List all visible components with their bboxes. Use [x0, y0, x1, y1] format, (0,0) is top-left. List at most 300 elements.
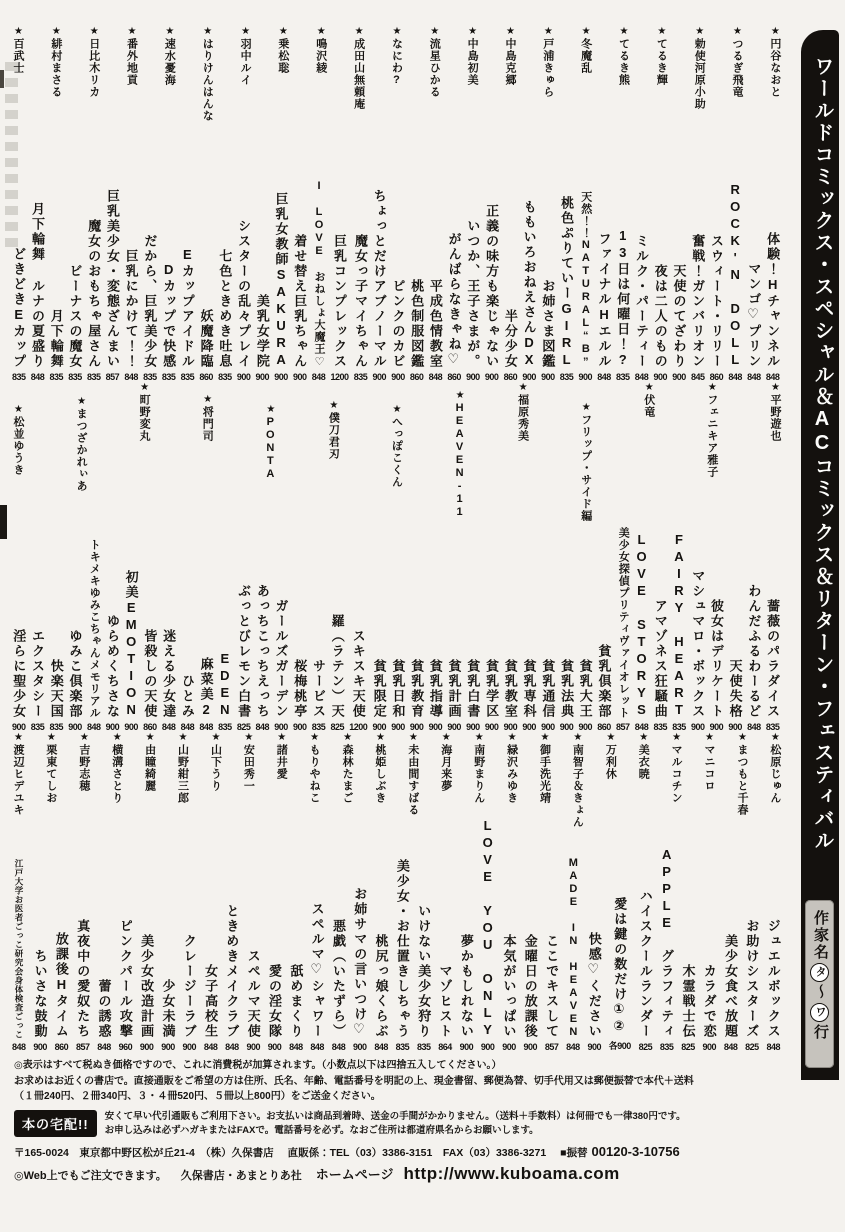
- book-title: 羅（ラテン）天: [329, 614, 345, 719]
- book-title: ぶっとびレモン白書: [236, 584, 252, 719]
- book-column: [183, 856, 197, 1052]
- book-column: [181, 522, 195, 732]
- book-price: 900: [466, 372, 480, 382]
- book-title: 麻菜美2: [198, 657, 214, 719]
- book-title: アマゾネス狂騒曲: [652, 599, 668, 719]
- book-column: [639, 856, 653, 1052]
- book-column: [396, 856, 410, 1052]
- author-name: [242, 732, 253, 792]
- book-title: いけない美少女狩り: [416, 904, 432, 1039]
- book-column: [237, 138, 251, 382]
- book-column: [766, 522, 780, 732]
- author-name-text: フリップ・サイド編: [579, 414, 592, 522]
- book-column: [766, 856, 780, 1052]
- book-price: 860: [597, 722, 611, 732]
- book-column: [372, 138, 386, 382]
- book-price: 900: [105, 722, 120, 732]
- book-price: 1200: [330, 372, 349, 382]
- book-column: [374, 856, 388, 1052]
- book-price: 835: [218, 722, 232, 732]
- book-title: Dカップで快感: [161, 262, 177, 369]
- author-name-text: 森林たまご: [341, 744, 354, 804]
- book-column: [349, 522, 367, 732]
- author-name: [769, 26, 780, 98]
- home-delivery-text: [105, 1110, 686, 1139]
- book-price: 864: [438, 1042, 452, 1052]
- author-name: [144, 732, 155, 792]
- price-notice-line3: （１冊240円、２冊340円、３・４冊520円、５冊以上800円）をご送金ください。: [14, 1091, 381, 1102]
- book-column: [710, 522, 724, 732]
- star-icon: ★: [580, 402, 592, 414]
- book-column: [31, 522, 45, 732]
- book-price: 848: [597, 372, 611, 382]
- book-price: 857: [75, 1042, 90, 1052]
- book-price: 900: [124, 722, 138, 732]
- author-name-text: 万利休: [604, 744, 617, 780]
- home-delivery-badge: 本の宅配!!: [14, 1110, 97, 1137]
- book-column: [466, 138, 480, 382]
- author-name: [440, 732, 451, 792]
- author-index-box: [805, 900, 834, 1068]
- book-column: [225, 856, 239, 1052]
- book-price: 900: [503, 722, 518, 732]
- star-icon: ★: [704, 732, 716, 744]
- author-name-text: 海月来夢: [439, 744, 452, 792]
- author-name-text: 日比木リカ: [87, 38, 100, 98]
- book-price: 835: [559, 372, 574, 382]
- author-name: [539, 732, 550, 804]
- star-icon: ★: [467, 26, 479, 38]
- book-column: [579, 522, 593, 732]
- book-price: 900: [246, 1042, 260, 1052]
- star-icon: ★: [13, 404, 24, 416]
- book-title: 貧乳指導: [427, 659, 443, 719]
- book-column: [68, 138, 82, 382]
- book-title: ゆらめくちさな: [104, 614, 120, 719]
- book-price: 900: [578, 372, 593, 382]
- book-column: [703, 856, 717, 1052]
- author-name-text: 松原じゅん: [768, 744, 781, 804]
- book-title: APPLE グラフィティ: [659, 847, 675, 1039]
- book-column: [766, 138, 780, 382]
- book-title: がんばらなきゃね♡: [446, 232, 462, 369]
- book-title: 貧乳計画: [446, 659, 462, 719]
- book-title: 淫らに聖少女: [11, 629, 27, 719]
- book-column: [124, 138, 138, 382]
- book-price: 848: [310, 1042, 324, 1052]
- book-title: 体験！Hチャンネル: [765, 232, 781, 369]
- author-name: [736, 732, 747, 816]
- book-title: 夢かもしれない: [458, 934, 474, 1039]
- book-column: [218, 138, 232, 382]
- star-icon: ★: [315, 26, 327, 38]
- star-icon: ★: [391, 404, 403, 416]
- author-name: [769, 732, 780, 804]
- book-title: 美少女食べ放題: [723, 934, 739, 1039]
- book-column: [330, 522, 344, 732]
- book-price: 835: [416, 1042, 431, 1052]
- book-title: 快楽天国: [48, 659, 64, 719]
- author-name: [390, 26, 401, 87]
- book-title: 月下輪舞 ルナの夏盛り: [30, 202, 45, 369]
- web-order-row: [14, 1164, 774, 1184]
- book-column: [87, 138, 101, 382]
- book-column: [106, 522, 120, 732]
- book-title: いつか、王子さまが。: [465, 219, 481, 369]
- book-price: 848: [97, 1042, 111, 1052]
- author-row: [12, 732, 780, 856]
- book-price: 860: [447, 372, 461, 382]
- book-price: 860: [709, 372, 724, 382]
- book-title: 貧乳法典: [559, 659, 575, 719]
- book-price: 848: [86, 722, 101, 732]
- book-column: [502, 856, 516, 1052]
- home-delivery-line1: 安くて早い代引通販もご利用下さい。お支払いは商品到着時、送金の手間がかかりません。（送料＋手数料）は何冊でも一律380円です。: [104, 1110, 686, 1122]
- book-title: ここでキスして: [544, 934, 560, 1039]
- book-title: 巨乳コンプレックス: [332, 234, 347, 369]
- author-name: [327, 400, 338, 460]
- book-title: マシュマロ・ボックス: [690, 569, 706, 719]
- book-column: [691, 138, 705, 382]
- book-price: 825: [681, 1042, 695, 1052]
- book-title: FAIRY HEART: [671, 532, 687, 719]
- book-price: 848: [289, 1042, 303, 1052]
- star-icon: ★: [618, 26, 630, 38]
- book-price: 900: [523, 1042, 538, 1052]
- author-name: [604, 732, 615, 780]
- star-icon: ★: [580, 26, 592, 38]
- book-column: [672, 522, 686, 732]
- book-column: [429, 522, 443, 732]
- book-column: [119, 856, 133, 1052]
- book-column: [438, 856, 452, 1052]
- author-name-text: 横溝さとり: [110, 744, 123, 804]
- star-icon: ★: [374, 732, 386, 744]
- book-title: ビーナスの魔女: [67, 264, 83, 369]
- star-icon: ★: [694, 26, 706, 38]
- book-column: [354, 138, 368, 382]
- star-icon: ★: [144, 732, 156, 744]
- book-price: 900: [522, 372, 536, 382]
- book-price: 848: [374, 1042, 388, 1052]
- book-price: 848: [255, 722, 270, 732]
- book-price: 848: [225, 1042, 239, 1052]
- book-column: [522, 522, 536, 732]
- book-title: シスターの乱々プレイ: [236, 219, 252, 369]
- book-price: 848: [765, 372, 780, 382]
- book-column: [256, 522, 270, 732]
- author-name-text: 僕刀君刃: [327, 412, 340, 460]
- book-column: [391, 522, 405, 732]
- author-name-text: 中島克郷: [503, 38, 516, 86]
- book-title: ちいさな鼓動: [32, 949, 48, 1039]
- book-price: 900: [502, 1042, 516, 1052]
- book-column: [312, 138, 326, 382]
- book-title: 真夜中の愛奴たち: [75, 919, 91, 1039]
- book-price: 860: [143, 722, 157, 732]
- star-icon: ★: [506, 732, 518, 744]
- author-name-text: 由瞳綺麗: [143, 744, 156, 792]
- star-icon: ★: [126, 26, 138, 38]
- author-name: [126, 26, 137, 86]
- book-column: [560, 522, 574, 732]
- book-title: 貧乳倶楽部: [596, 644, 612, 719]
- star-icon: ★: [240, 26, 252, 38]
- book-price: 848: [747, 722, 761, 732]
- book-column: [289, 856, 303, 1052]
- home-delivery-line2: お申し込みは必ずハガキまたはFAXで。電話番号を必ず。なおご住所は都道府県名からお願いします。: [104, 1124, 539, 1136]
- book-column: [140, 856, 154, 1052]
- author-name-text: へっぽこくん: [390, 416, 403, 488]
- book-column: [728, 138, 742, 382]
- book-price: 900: [559, 722, 574, 732]
- book-column: [55, 856, 69, 1052]
- star-icon: ★: [454, 390, 466, 402]
- book-column: [312, 522, 326, 732]
- book-price: 900: [484, 372, 499, 382]
- star-icon: ★: [265, 404, 277, 416]
- author-name: [75, 396, 86, 492]
- book-column: [659, 847, 675, 1052]
- homepage-label: ホームページ: [315, 1167, 394, 1182]
- author-name: [277, 26, 288, 74]
- book-column: [274, 522, 288, 732]
- book-column: [391, 138, 405, 382]
- book-price: 900: [267, 1042, 282, 1052]
- author-name-text: 百武士: [12, 38, 24, 74]
- author-name: [308, 732, 319, 804]
- book-title: スウィート・リリー: [708, 234, 724, 369]
- author-name-text: 南智子＆きょん: [571, 744, 584, 828]
- book-column: [76, 856, 90, 1052]
- book-column: [162, 522, 176, 732]
- author-name: [163, 26, 174, 86]
- book-price: 848: [766, 1042, 780, 1052]
- author-name-text: 御手洗光靖: [538, 744, 551, 804]
- book-price: 835: [49, 372, 63, 382]
- book-price: 848: [428, 372, 443, 382]
- author-name-text: HEAVEN-11: [453, 402, 466, 519]
- book-column: [728, 522, 742, 732]
- book-price: 848: [311, 372, 326, 382]
- author-index-label: 作家名: [812, 910, 829, 961]
- book-price: 848: [634, 372, 649, 382]
- book-title: ピンクパール攻撃: [117, 919, 133, 1039]
- catalog-bands: [12, 26, 780, 1052]
- star-icon: ★: [429, 26, 441, 38]
- book-column: [181, 138, 195, 382]
- book-price: 848: [12, 1042, 26, 1052]
- book-title: LOVE STORYS: [634, 532, 649, 719]
- book-title: 皆殺しの天使: [142, 629, 158, 719]
- author-name-text: 渡辺ヒデユキ: [12, 744, 24, 816]
- star-icon: ★: [309, 732, 321, 744]
- book-title: 着せ替え巨乳ちゃん: [292, 234, 308, 369]
- book-title: 快感♡ください: [586, 932, 602, 1039]
- book-column: [616, 522, 630, 732]
- author-name-text: なにわ?: [390, 38, 403, 87]
- book-price: 900: [409, 722, 424, 732]
- author-name-text: 伏竜: [642, 394, 655, 418]
- author-name-text: てるき輝: [655, 38, 668, 86]
- book-title: スペルマ天使: [245, 949, 261, 1039]
- book-price: 857: [105, 372, 120, 382]
- book-title: ファイナルHエルル: [596, 232, 612, 369]
- author-name: [506, 732, 517, 804]
- book-title: 天然！！NATURAL“B”: [579, 191, 592, 369]
- author-name: [473, 732, 484, 804]
- author-index-text: [810, 900, 829, 1068]
- author-row: [12, 382, 780, 522]
- book-price: 848: [634, 722, 649, 732]
- star-icon: ★: [111, 732, 123, 744]
- book-title: 女子高校生: [203, 964, 219, 1039]
- star-icon: ★: [88, 26, 100, 38]
- book-column: [747, 522, 761, 732]
- book-column: [635, 138, 649, 382]
- book-column: [579, 138, 593, 382]
- book-column: [541, 138, 555, 382]
- star-icon: ★: [517, 382, 529, 394]
- book-title: 薔薇のパラダイス: [765, 599, 781, 719]
- book-column: [106, 138, 120, 382]
- book-title: 七色ときめき吐息: [217, 249, 233, 369]
- author-name: [580, 26, 591, 74]
- star-icon: ★: [769, 382, 781, 394]
- author-name-text: 円谷なおと: [768, 38, 781, 98]
- author-name: [341, 732, 352, 804]
- author-name: [517, 382, 528, 442]
- book-column: [68, 522, 82, 732]
- star-icon: ★: [572, 732, 584, 744]
- book-price: 835: [765, 722, 780, 732]
- star-icon: ★: [736, 732, 748, 744]
- book-title: あっちこっちえっち: [254, 584, 270, 719]
- book-title: 舐めまくり: [288, 964, 304, 1039]
- book-title: LOVE YOU ONLY: [480, 818, 496, 1039]
- author-name-text: 未由間すばる: [406, 744, 419, 816]
- book-column: [49, 138, 63, 382]
- book-column: [246, 856, 260, 1052]
- author-name-text: まつざかれぃあ: [75, 408, 88, 492]
- book-price: 900: [459, 1042, 474, 1052]
- author-name-text: 諸井愛: [275, 744, 288, 780]
- book-column: [724, 856, 738, 1052]
- book-price: 900: [372, 722, 386, 732]
- book-title: 本気がいっぱい: [501, 934, 517, 1039]
- book-price: 900: [541, 372, 555, 382]
- book-price: 848: [30, 372, 45, 382]
- book-title: ジュエルボックス: [765, 919, 781, 1039]
- author-name: [655, 26, 666, 86]
- book-price: 835: [353, 372, 368, 382]
- book-column: [504, 522, 518, 732]
- book-column: [410, 138, 424, 382]
- book-price: 1200: [349, 722, 368, 732]
- homepage-url: http://www.kuboama.com: [403, 1164, 620, 1183]
- book-price: 900: [274, 372, 288, 382]
- star-icon: ★: [656, 26, 668, 38]
- book-column: [199, 522, 213, 732]
- book-title: 悪戯（いたずら）: [330, 919, 346, 1039]
- author-name-text: 乗松聡: [276, 38, 289, 74]
- book-column: [12, 856, 26, 1052]
- book-title: 正義の味方も楽じゃない: [484, 204, 500, 369]
- author-name-text: 福原秀美: [516, 394, 529, 442]
- book-title: 愛は鍵の数だけ①②: [612, 897, 628, 1036]
- author-name-text: てるき熊: [617, 38, 630, 86]
- author-name: [12, 404, 23, 476]
- book-column: [460, 856, 474, 1052]
- book-price: 900: [372, 372, 386, 382]
- author-name-text: 勅使河原小助: [693, 38, 706, 110]
- author-name: [407, 732, 418, 816]
- star-icon: ★: [139, 382, 151, 394]
- author-name: [703, 732, 714, 792]
- star-icon: ★: [605, 732, 617, 744]
- book-title: 桃色制服図鑑: [409, 279, 425, 369]
- author-name-text: まつもと千春: [735, 744, 748, 816]
- author-name: [390, 404, 401, 488]
- book-title: ももいろおねえさんDX: [521, 200, 537, 369]
- book-title: お姉サマの言いつけ♡: [352, 887, 368, 1039]
- price-notice-line1: ◎表示はすべて税ぬき価格ですので、これに消費税が加算されます。（小数点以下は四捨五入してください。）: [14, 1060, 502, 1071]
- book-price: 835: [12, 372, 26, 382]
- book-price: 900: [274, 722, 288, 732]
- book-row: [12, 818, 781, 1052]
- book-title: 桜梅桃亭: [292, 659, 308, 719]
- book-column: [12, 138, 26, 382]
- book-column: [447, 522, 461, 732]
- author-name: [264, 404, 275, 481]
- book-title: ちょっとだけアブノーマル: [371, 189, 387, 369]
- book-column: [49, 522, 63, 732]
- author-name-text: 桃姫しぶき: [373, 744, 386, 804]
- book-title: I LOVE おねしょ大魔王♡: [313, 180, 326, 369]
- author-name-text: フェニキア雅子: [705, 394, 718, 478]
- star-icon: ★: [353, 26, 365, 38]
- book-price: 900: [68, 722, 82, 732]
- author-name: [177, 732, 188, 804]
- author-name: [45, 732, 56, 804]
- star-icon: ★: [706, 382, 718, 394]
- postal-transfer-label: ■振替: [560, 1147, 588, 1159]
- book-title: だから、巨乳美少女: [142, 234, 158, 369]
- book-title: 美少女改造計画: [139, 934, 155, 1039]
- author-name-text: もりやねこ: [308, 744, 321, 804]
- book-price: 848: [199, 722, 213, 732]
- book-title: 巨乳美少女・変態ざんまい: [104, 189, 120, 369]
- web-publisher-name: 久保書店・あまとりあ社: [180, 1170, 302, 1182]
- star-icon: ★: [342, 732, 354, 744]
- book-price: 848: [728, 372, 742, 382]
- price-notice-line2: お求めはお近くの書店で。直接通販をご希望の方は住所、氏名、年齢、電話番号を明記の上、現金書留、郵便為替、切手代用又は郵便振替で本代＋送料: [14, 1075, 694, 1087]
- book-column: [204, 856, 218, 1052]
- star-icon: ★: [440, 732, 452, 744]
- book-price: 860: [503, 372, 518, 382]
- author-name-text: 成田山無頼庵: [352, 38, 365, 110]
- index-to-circle: ワ: [810, 1003, 829, 1022]
- book-price: 835: [311, 722, 326, 732]
- author-name-text: 緑沢みゆき: [505, 744, 518, 804]
- book-title: スペルマ♡シャワー: [309, 902, 325, 1039]
- book-price: 900: [447, 722, 461, 732]
- author-name: [78, 732, 89, 792]
- author-name-text: マルコチン: [670, 744, 683, 804]
- author-name: [138, 382, 149, 442]
- book-price: 848: [723, 1042, 738, 1052]
- book-price: 900: [578, 722, 593, 732]
